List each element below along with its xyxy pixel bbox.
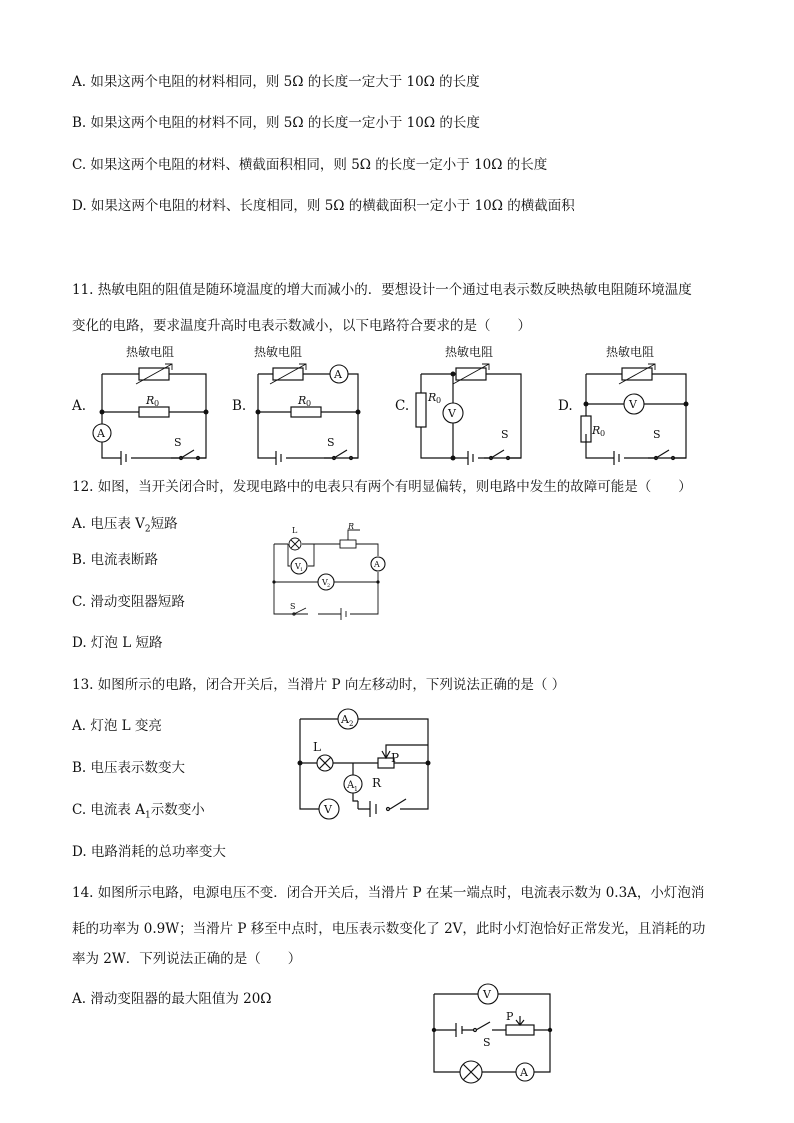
q13-option-b: B. 电压表示数变大 <box>72 760 186 776</box>
q11-b-r0-sub: 0 <box>306 399 312 408</box>
q12-option-a: A. 电压表 $V_2$短路 <box>72 516 178 535</box>
q12-option-c: C. 滑动变阻器短路 <box>72 594 185 610</box>
q12-v2-sub: 2 <box>327 583 331 589</box>
q14-option-a: A. 滑动变阻器的最大阻值为 20Ω <box>72 991 272 1007</box>
q12-v1-label: V <box>295 562 301 571</box>
q11-c-r0-sub: 0 <box>436 396 442 405</box>
q11-circuit-b <box>228 340 378 465</box>
q12-option-d: D. 灯泡 L 短路 <box>72 635 163 651</box>
q11-c-thermistor-label: 热敏电阻 <box>445 345 494 359</box>
q11-b-ammeter-label: A <box>334 368 342 381</box>
q11-a-thermistor-label: 热敏电阻 <box>126 345 175 359</box>
q14-ammeter-label: A <box>520 1066 528 1079</box>
q11-c-voltmeter-label: V <box>448 407 456 420</box>
q13-a1-label: A <box>347 780 355 791</box>
q12-ammeter-label: A <box>374 560 380 569</box>
q14-switch-label: S <box>483 1036 491 1049</box>
q12-lamp-label: L <box>292 526 298 535</box>
q13-stem: 13. 如图所示的电路，闭合开关后，当滑片 P 向左移动时，下列说法正确的是（ ） <box>72 677 566 693</box>
q13-option-a: A. 灯泡 L 变亮 <box>72 718 162 734</box>
q12-v2-label: V <box>322 578 328 587</box>
q10-option-c: C. 如果这两个电阻的材料、横截面积相同，则 5Ω 的长度一定小于 10Ω 的长度 <box>72 157 548 173</box>
q13-slider-label: P <box>391 751 400 765</box>
q13-rheostat-label: R <box>372 776 382 790</box>
q11-c-r0: R <box>428 391 437 404</box>
q11-b-thermistor-label: 热敏电阻 <box>254 345 303 359</box>
q14-stem-line3: 率为 2W．下列说法正确的是（ ） <box>72 951 302 967</box>
q13-lamp-label: L <box>313 740 321 754</box>
q11-d-voltmeter-label: V <box>629 398 637 411</box>
q12-rheostat-label: R <box>348 522 355 531</box>
q14-circuit <box>432 982 557 1082</box>
q13-option-c: C. 电流表 $A_1$示数变小 <box>72 802 205 821</box>
q14-slider-label: P <box>506 1010 514 1023</box>
q10-option-b: B. 如果这两个电阻的材料不同，则 5Ω 的长度一定小于 10Ω 的长度 <box>72 115 480 131</box>
q11-stem-line1: 11. 热敏电阻的阻值是随环境温度的增大而减小的．要想设计一个通过电表示数反映热敏电阻随环境温度 <box>72 282 692 298</box>
q11-stem-line2: 变化的电路，要求温度升高时电表示数减小，以下电路符合要求的是（ ） <box>72 318 531 334</box>
q12-switch-label: S <box>290 602 296 611</box>
q11-d-thermistor-label: 热敏电阻 <box>606 345 655 359</box>
q12-option-b: B. 电流表断路 <box>72 552 159 568</box>
q11-circuit-c <box>393 340 533 465</box>
q13-a2-label: A <box>341 713 349 726</box>
q11-a-r0: R <box>146 394 155 407</box>
q12-v1-sub: 1 <box>300 567 304 573</box>
q11-a-r0-sub: 0 <box>154 399 160 408</box>
q12-stem: 12. 如图，当开关闭合时，发现电路中的电表只有两个有明显偏转，则电路中发生的故障可能是（ ） <box>72 479 692 495</box>
q13-a1-sub: 1 <box>354 786 358 793</box>
q14-stem-line1: 14. 如图所示电路，电源电压不变．闭合开关后，当滑片 P 在某一端点时，电流表示数为 0.3A，小灯泡消 <box>72 885 705 901</box>
q11-a-switch: S <box>174 436 182 449</box>
q13-option-d: D. 电路消耗的总功率变大 <box>72 844 226 860</box>
q11-b-r0: R <box>298 394 307 407</box>
q11-letter-d: D. <box>558 398 573 414</box>
q11-letter-c: C. <box>395 398 410 414</box>
q11-circuit-d <box>556 340 706 465</box>
q14-voltmeter-label: V <box>483 988 491 1001</box>
q10-option-a: A. 如果这两个电阻的材料相同，则 5Ω 的长度一定大于 10Ω 的长度 <box>72 74 480 90</box>
q11-d-switch: S <box>653 428 661 441</box>
q12-circuit <box>268 522 393 622</box>
q13-a2-sub: 2 <box>349 720 354 728</box>
q14-stem-line2: 耗的功率为 0.9W；当滑片 P 移至中点时，电压表示数变化了 2V，此时小灯泡恰好正常发光，且消耗的功 <box>72 921 706 937</box>
q11-b-switch: S <box>327 436 335 449</box>
q10-option-d: D. 如果这两个电阻的材料、长度相同，则 5Ω 的横截面积一定小于 10Ω 的横截面积 <box>72 198 575 214</box>
q11-letter-b: B. <box>232 398 247 414</box>
q13-circuit <box>296 705 436 823</box>
q11-c-switch: S <box>501 428 509 441</box>
q11-a-ammeter-label: A <box>97 427 105 440</box>
q11-d-r0: R <box>592 424 601 437</box>
q11-letter-a: A. <box>72 398 87 414</box>
q11-d-r0-sub: 0 <box>600 429 606 438</box>
q13-voltmeter-label: V <box>324 803 332 816</box>
q11-circuit-a <box>66 340 226 465</box>
